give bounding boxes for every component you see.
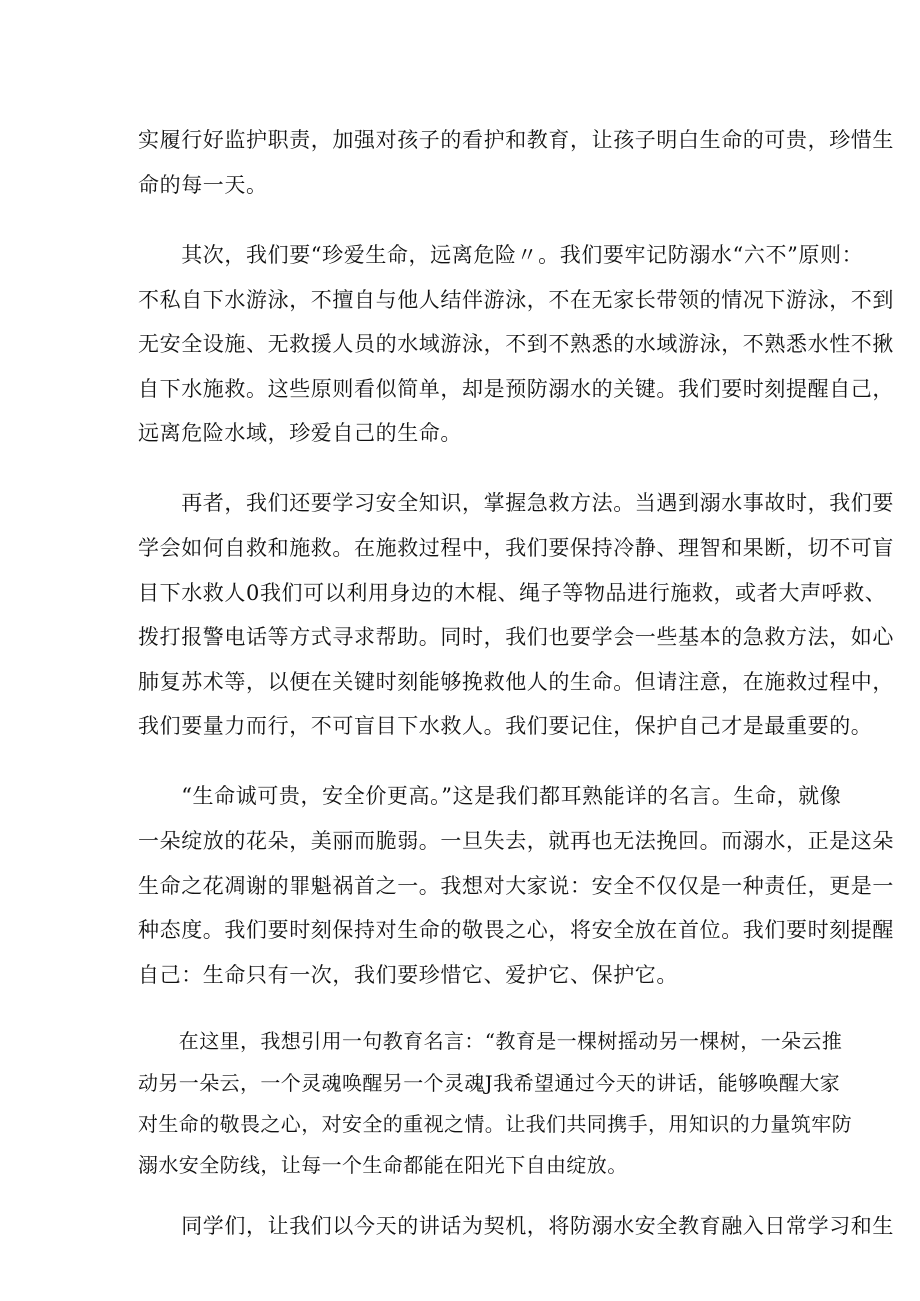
text-line: 自己：生命只有一次，我们要珍惜它、爱护它、保护它。 (138, 963, 678, 987)
text-line: 溺水安全防线，让每一个生命都能在阳光下自由绽放。 (138, 1153, 628, 1177)
text-line: 一朵绽放的花朵，美丽而脆弱。一旦失去，就再也无法挽回。而溺水，正是这朵 (138, 829, 894, 853)
text-line: 拨打报警电话等方式寻求帮助。同时，我们也要学会一些基本的急救方法，如心 (138, 625, 894, 649)
text-line: 自下水施救。这些原则看似简单，却是预防溺水的关键。我们要时刻提醒自己， (138, 377, 894, 401)
text-line: 远离危险水域，珍爱自己的生命。 (138, 421, 462, 445)
text-line: 学会如何自救和施救。在施救过程中，我们要保持冷静、理智和果断，切不可盲 (138, 536, 894, 560)
text-line: 对生命的敬畏之心，对安全的重视之情。让我们共同携手，用知识的力量筑牢防 (138, 1112, 852, 1136)
text-line: 实履行好监护职责，加强对孩子的看护和教育，让孩子明白生命的可贵，珍惜生 (138, 128, 894, 152)
text-line: 命的每一天。 (138, 173, 268, 197)
text-line: 肺复苏术等，以便在关键时刻能够挽救他人的生命。但请注意，在施救过程中， (138, 670, 894, 694)
text-line: 不私自下水游泳，不擅自与他人结伴游泳，不在无家长带领的情况下游泳，不到 (138, 288, 894, 312)
text-line: 我们要量力而行，不可盲目下水救人。我们要记住，保护自己才是最重要的。 (138, 714, 873, 738)
text-line: 目下水救人0我们可以利用身边的木棍、绳子等物品进行施救，或者大声呼救、 (138, 581, 887, 605)
text-line: 种态度。我们要时刻保持对生命的敬畏之心，将安全放在首位。我们要时刻提醒 (138, 918, 894, 942)
text-line: 再者，我们还要学习安全知识，掌握急救方法。当遇到溺水事故时，我们要 (138, 491, 894, 515)
text-line: 生命之花凋谢的罪魁祸首之一。我想对大家说：安全不仅仅是一种责任，更是一 (138, 874, 894, 898)
text-line: 在这里，我想引用一句教育名言：“教育是一棵树摇动另一棵树，一朵云推 (138, 1029, 843, 1053)
text-line: “生命诚可贵，安全价更高。”这是我们都耳熟能详的名言。生命，就像 (138, 784, 842, 808)
text-line: 其次，我们要“珍爱生命，远离危险〃。我们要牢记防溺水“六不”原则： (138, 243, 864, 267)
text-line: 动另一朵云，一个灵魂唤醒另一个灵魂J我希望通过今天的讲话，能够唤醒大家 (138, 1071, 841, 1095)
text-line: 无安全设施、无救援人员的水域游泳，不到不熟悉的水域游泳，不熟悉水性不揪 (138, 332, 894, 356)
text-line: 同学们，让我们以今天的讲话为契机，将防溺水安全教育融入日常学习和生 (138, 1214, 894, 1238)
